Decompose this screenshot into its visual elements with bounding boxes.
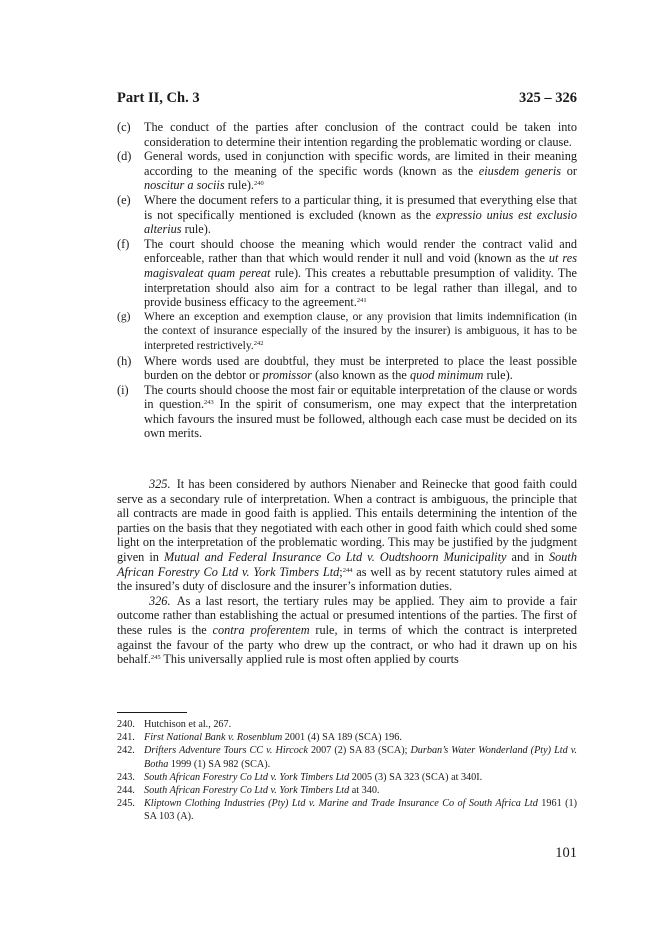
text-run: General words, used in conjunction with specific words, are limited in their meaning according to the meaning of the specific words (known as the	[144, 149, 577, 178]
footnote	[117, 771, 577, 784]
footnote-ref: 244	[342, 566, 353, 574]
footnote	[117, 744, 577, 770]
paragraph-number: 325.	[149, 477, 171, 491]
list-item-label: (i)	[117, 382, 129, 397]
text-run: Where the document refers to a particular thing, it is presumed that everything else that is not specifically mentioned is excluded (known as the	[144, 192, 577, 222]
chapter-heading: Part II, Ch. 3	[117, 90, 200, 106]
text-run: 2005 (3) SA 323 (SCA) at 340I.	[349, 771, 483, 783]
italic-term: South African Forestry Co Ltd v. York Timbers Ltd	[144, 771, 350, 783]
footnote	[117, 731, 577, 744]
text-run: at 340.	[349, 785, 380, 797]
list-item-label: (f)	[117, 236, 130, 251]
footnote-ref: 245	[150, 654, 161, 662]
list-item	[117, 149, 577, 193]
italic-term: South African Forestry Co Ltd v. York Timbers Ltd	[117, 549, 577, 579]
italic-term: Drifters Adventure Tours CC v. Hircock	[144, 745, 308, 757]
text-run: 1999 (1) SA 982 (SCA).	[168, 758, 271, 770]
list-item-label: (c)	[117, 120, 131, 134]
italic-term: contra proferentem	[212, 622, 310, 637]
text-run: It has been considered by authors Nienaber and Reinecke that good faith could serve as a secondary rule of interpretation. When a contract is ambiguous, the principle that all contracts are made in good faith is applied. This entails determining the intention of the parties on the basis that they negotiated with each other in good faith which could shed some light on the interpretation of the problematic wording. This may be justified by the judgment given in	[117, 477, 577, 564]
list-item	[117, 354, 577, 383]
text-run: The court should choose the meaning which would render the contract valid and enforceable, rather than that which would render it null and void (known as the	[144, 236, 577, 266]
list-item	[117, 383, 577, 441]
text-run: and in	[506, 549, 549, 564]
text-run: rule).	[483, 368, 513, 383]
footnote-ref: 241	[356, 297, 367, 305]
text-run: This universally applied rule is most often applied by courts	[160, 652, 459, 667]
text-run: rule). This creates a rebuttable presumption of validity. The interpretation should also aim for a contract to be legal rather than illegal, and to provide business efficacy to the agreement.	[144, 265, 577, 310]
list-item	[117, 193, 577, 237]
italic-term: promissor	[262, 368, 312, 383]
paragraph	[117, 594, 577, 667]
list-item-label: (g)	[117, 310, 131, 323]
italic-term: First National Bank v. Rosenblum	[144, 732, 283, 744]
footnote-number: 243.	[117, 771, 135, 783]
text-run: As a last resort, the tertiary rules may be applied. They aim to provide a fair outcome rather than establishing the actual or presumed intentions of the parties. The first of these rules is the	[117, 593, 577, 637]
footnote	[117, 797, 577, 823]
italic-term: eiusdem generis	[478, 163, 562, 178]
text-run: rule, in terms of which the contract is interpreted against the favour of the party who drew up the contract, or who had it drawn up on his behalf.	[117, 622, 577, 667]
italic-term: Mutual and Federal Insurance Co Ltd v. Oudtshoorn Municipality	[164, 549, 507, 564]
text-run: or	[561, 163, 578, 178]
italic-term: expressio unius est exclusio alterius	[144, 207, 578, 237]
italic-term: ut res magisvaleat quam pereat	[144, 251, 577, 280]
text-run: as well as by recent statutory rules aimed at the insured’s duty of disclosure and the insurer’s information duties.	[117, 564, 577, 594]
paragraph	[117, 477, 577, 594]
footnote-ref: 242	[253, 339, 264, 347]
footnotes	[117, 718, 577, 824]
text-run: ;	[339, 564, 343, 579]
list-item-label: (d)	[117, 149, 132, 164]
footnote-separator	[117, 712, 187, 713]
footnote	[117, 784, 577, 797]
page-number: 101	[555, 845, 577, 861]
footnote-number: 245.	[117, 798, 135, 810]
italic-term: South African Forestry Co Ltd v. York Timbers Ltd	[144, 785, 350, 797]
footnote-number: 242.	[117, 745, 135, 757]
list-item	[117, 310, 577, 354]
interpretation-rules-list	[117, 120, 577, 441]
footnote-ref: 240	[254, 180, 264, 188]
footnote-ref: 243	[204, 399, 214, 407]
text-run: In the spirit of consumerism, one may expect that the interpretation which favours the insured must be followed, although each case must be decided on its own merits.	[144, 397, 577, 441]
text-run: Where an exception and exemption clause, or any provision that limits indemnification (in the context of insurance especially of the insured by the insurer) is ambiguous, it has to be interpreted restrictively.	[144, 310, 577, 352]
running-header	[117, 90, 577, 110]
list-item-label: (h)	[117, 353, 132, 368]
list-item	[117, 237, 577, 310]
footnote-number: 240.	[117, 719, 135, 730]
text-run: (also known as the	[311, 368, 410, 383]
italic-term: Durban’s Water Wonderland (Pty) Ltd v. Botha	[144, 745, 578, 770]
text-run: Hutchison et al., 267.	[144, 719, 232, 730]
paragraph-number: 326.	[149, 593, 171, 608]
text-run: 2007 (2) SA 83 (SCA);	[307, 745, 411, 757]
text-run: The conduct of the parties after conclusion of the contract could be taken into consideration to determine their intention regarding the problematic wording or clause.	[144, 120, 577, 149]
body-text	[117, 477, 577, 667]
text-run: The courts should choose the most fair or equitable interpretation of the clause or words in question.	[144, 382, 577, 412]
footnote-number: 241.	[117, 732, 135, 744]
list-item	[117, 120, 577, 149]
text-run: 2001 (4) SA 189 (SCA) 196.	[282, 732, 402, 744]
footnote	[117, 718, 577, 731]
text-run: 1961 (1) SA 103 (A).	[144, 798, 577, 823]
italic-term: quod minimum	[409, 368, 484, 383]
italic-term: Kliptown Clothing Industries (Pty) Ltd v. Marine and Trade Insurance Co of South Africa Ltd	[144, 798, 538, 810]
text-run: Where words used are doubtful, they must be interpreted to place the least possible burden on the debtor or	[144, 353, 577, 383]
text-run: rule).	[181, 222, 211, 237]
italic-term: noscitur a sociis	[144, 178, 225, 193]
text-run: rule).	[224, 178, 254, 193]
footnote-number: 244.	[117, 785, 135, 797]
section-range: 325 – 326	[519, 90, 577, 106]
list-item-label: (e)	[117, 192, 131, 207]
